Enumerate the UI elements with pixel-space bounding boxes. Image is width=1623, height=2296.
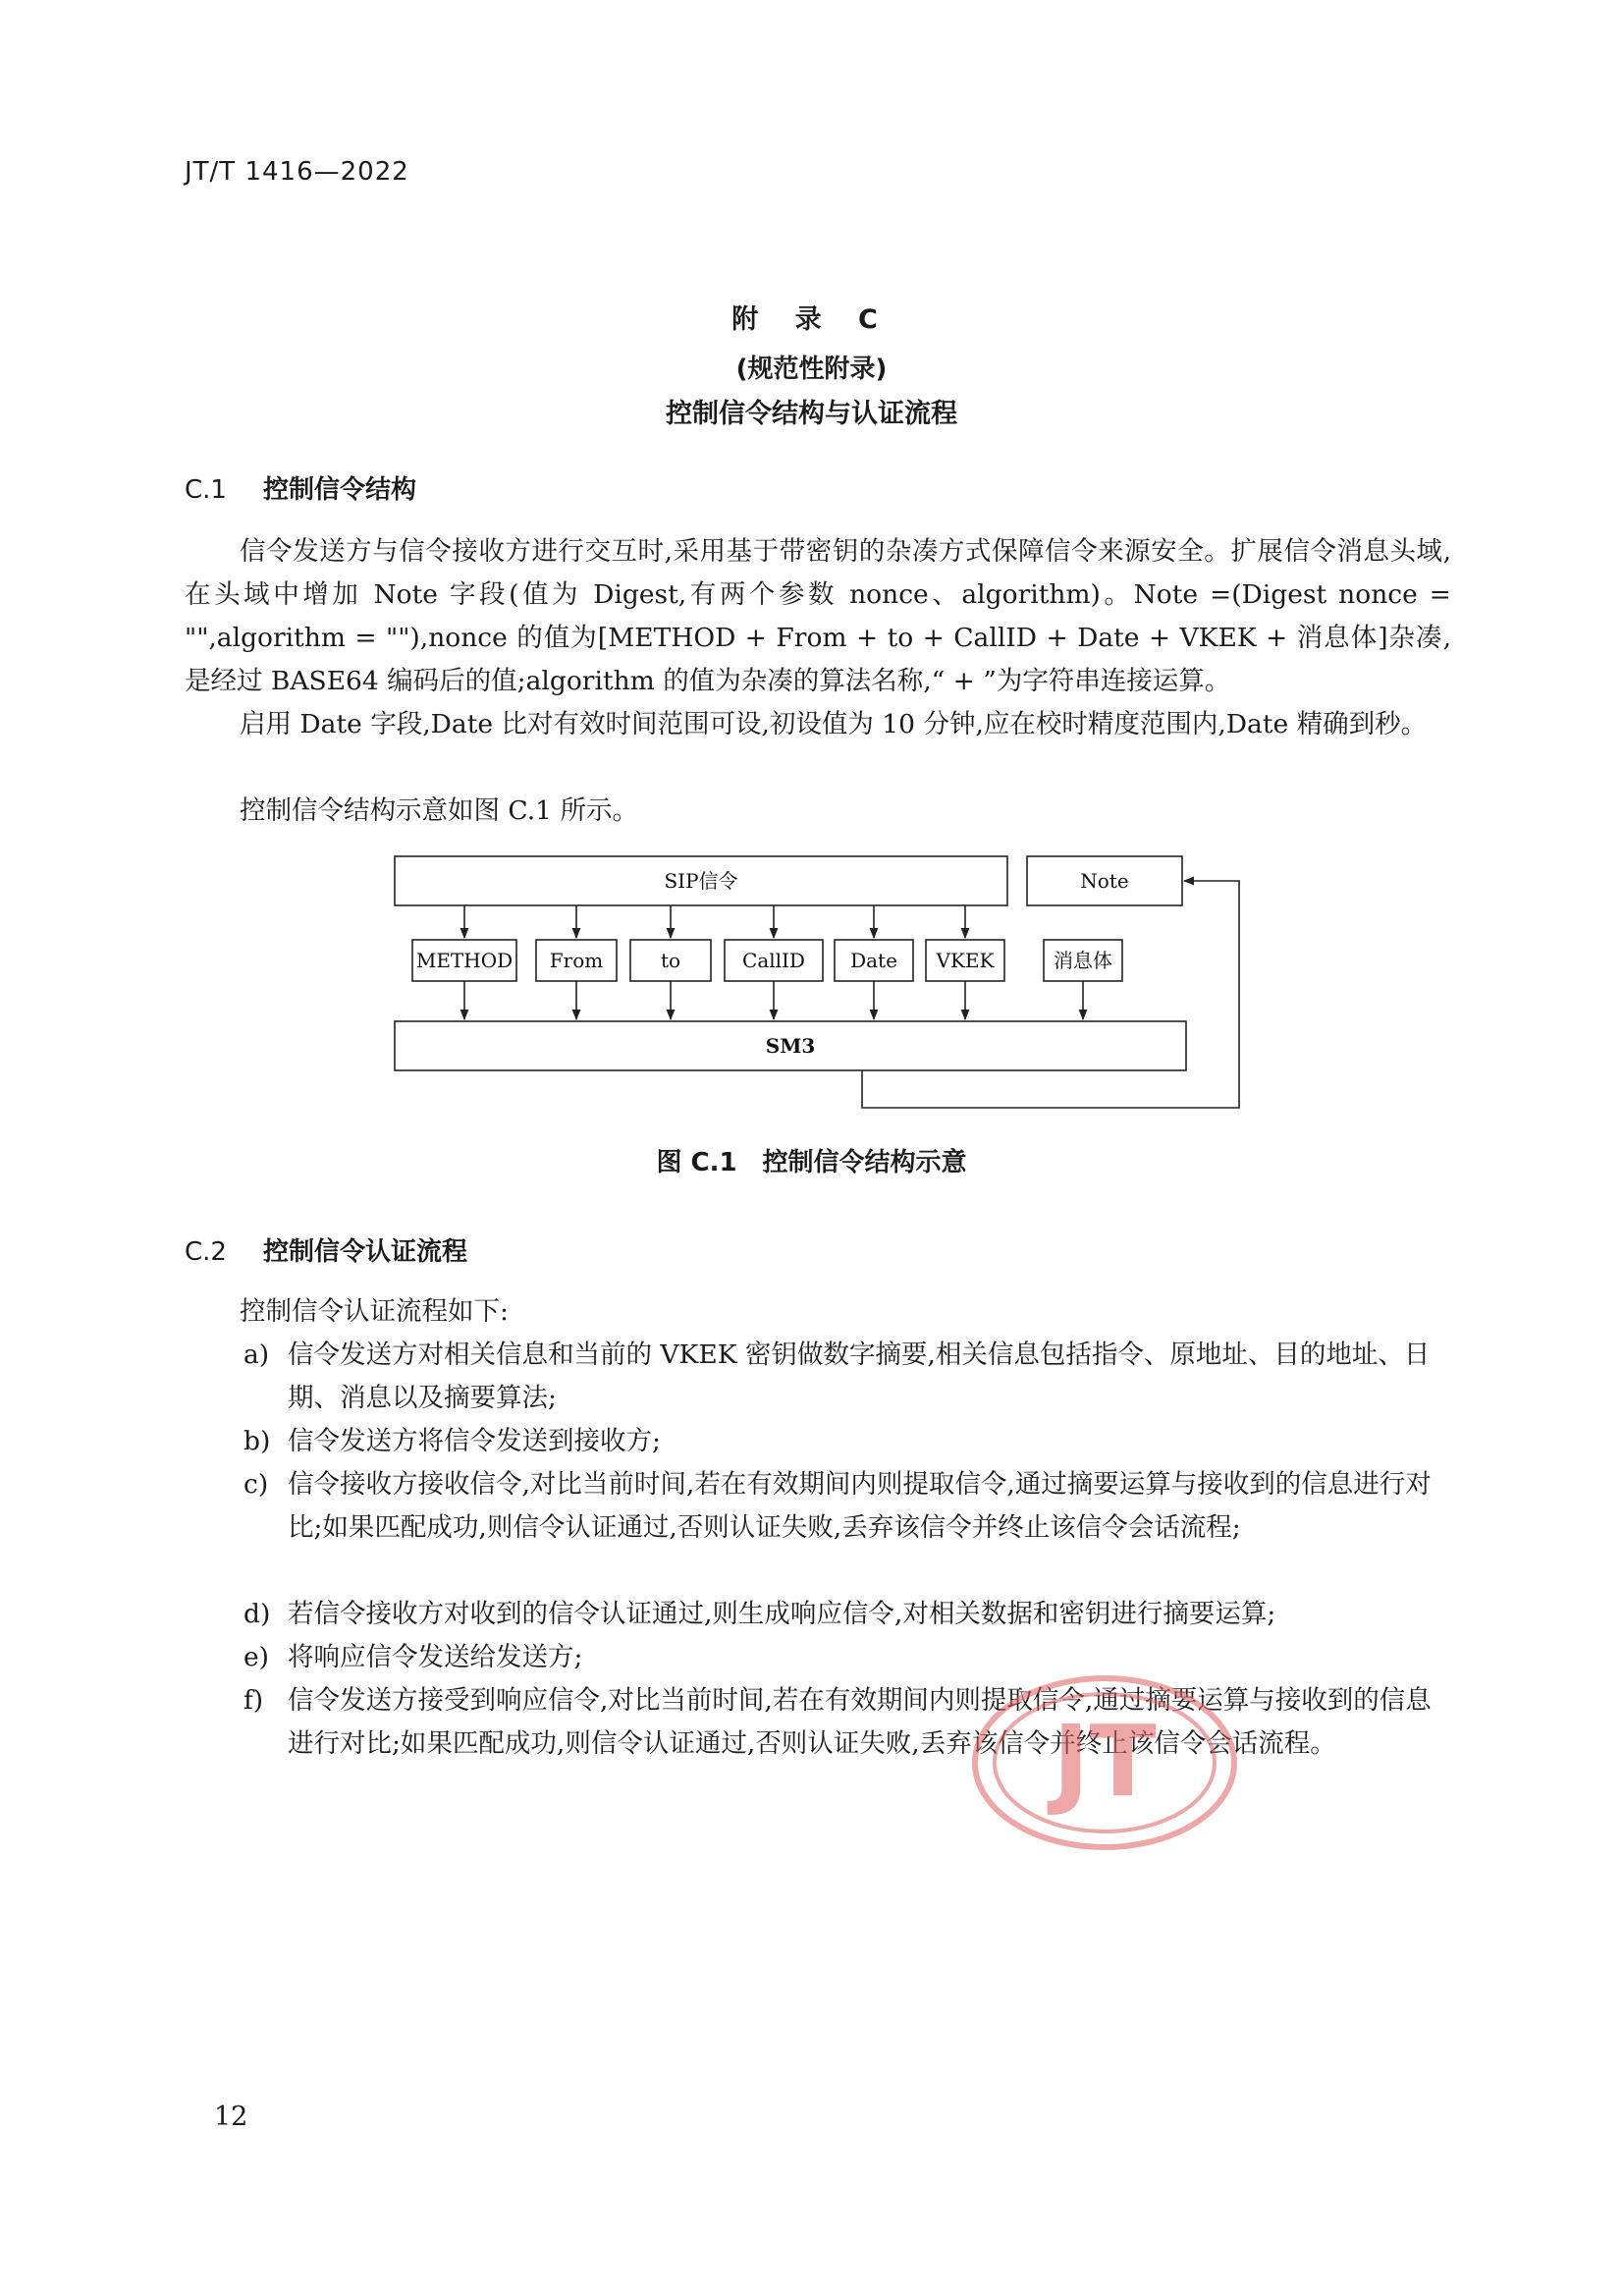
list-item: [243, 1463, 1451, 1550]
list-item-label: c): [243, 1469, 269, 1500]
appendix-title: 控制信令结构与认证流程: [666, 399, 957, 429]
list-item: [243, 1420, 1451, 1463]
list-item-text: 信令接收方接收信令,对比当前时间,若在有效期间内则提取信令,通过摘要运算与接收到的信息进行对比;如果匹配成功,则信令认证通过,否则认证失败,丢弃该信令并终止该信令会话流程;: [288, 1469, 1432, 1543]
list-item-label: e): [243, 1642, 270, 1672]
sm3-to-note-feedback-arrow: [862, 881, 1239, 1108]
field-method-label: METHOD: [415, 949, 514, 972]
page-number: 12: [214, 2102, 248, 2132]
note-label: Note: [1080, 869, 1129, 893]
list-item-label: a): [243, 1339, 270, 1370]
section-number: C.2: [185, 1237, 227, 1267]
list-item-text: 信令发送方接受到响应信令,对比当前时间,若在有效期间内则提取信令,通过摘要运算与接收到的信息进行对比;如果匹配成功,则信令认证通过,否则认证失败,丢弃该信令并终止该信令会话流程。: [288, 1685, 1432, 1759]
figure-caption: [0, 1142, 1623, 1178]
appendix-type: (规范性附录): [735, 355, 888, 384]
paragraph: 控制信令认证流程如下:: [240, 1296, 509, 1327]
section-c2-heading: [185, 1231, 467, 1268]
jt-watermark-stamp: [967, 1669, 1242, 1856]
stamp-text: JT: [1053, 1704, 1157, 1819]
list-item-label: d): [243, 1599, 271, 1629]
sip-signal-label: SIP信令: [664, 869, 738, 893]
paragraph: 控制信令结构示意如图 C.1 所示。: [240, 795, 638, 826]
field-message-body-label: 消息体: [1054, 949, 1112, 972]
section-title: 控制信令结构: [263, 475, 417, 505]
list-item-text: 信令发送方对相关信息和当前的 VKEK 密钥做数字摘要,相关信息包括指令、原地址、目的地址、日期、消息以及摘要算法;: [288, 1339, 1431, 1413]
appendix-label: 附 录 C: [731, 304, 892, 335]
section-c1-heading: [185, 469, 416, 506]
sm3-label: SM3: [765, 1034, 816, 1058]
section-number: C.1: [185, 475, 227, 505]
signal-structure-diagram: [373, 845, 1257, 1120]
figure-title: 控制信令结构示意: [762, 1148, 967, 1177]
paragraph: 启用 Date 字段,Date 比对有效时间范围可设,初设值为 10 分钟,应在校时精度范围内,Date 精确到秒。: [240, 709, 1428, 739]
field-to-label: to: [660, 949, 681, 972]
field-from-label: From: [549, 949, 604, 972]
standard-number: JT/T 1416—2022: [185, 157, 409, 187]
field-vkek-label: VKEK: [936, 949, 995, 972]
list-item-text: 若信令接收方对收到的信令认证通过,则生成响应信令,对相关数据和密钥进行摘要运算;: [288, 1599, 1276, 1629]
paragraph: 信令发送方与信令接收方进行交互时,采用基于带密钥的杂凑方式保障信令来源安全。扩展信令消息头域,在头域中增加 Note 字段(值为 Digest,有两个参数 nonce、algorithm)。Note =(Digest nonce = "",algorithm = ""),nonce 的值为[METHOD + From + to + CallID + Date + VKEK + 消息体]杂凑,是经过 BASE64 编码后的值;algorithm 的值为杂凑的算法名称,“ + ”为字符串连接运算。: [185, 536, 1451, 696]
list-item-label: b): [243, 1426, 271, 1456]
field-date-label: Date: [850, 949, 897, 972]
list-item-text: 将响应信令发送给发送方;: [288, 1642, 583, 1672]
list-item-label: f): [243, 1685, 264, 1716]
list-item: [243, 1593, 1451, 1636]
figure-number: 图 C.1: [656, 1148, 737, 1177]
section-title: 控制信令认证流程: [263, 1237, 468, 1267]
list-item-text: 信令发送方将信令发送到接收方;: [288, 1426, 661, 1456]
list-item: [243, 1636, 1451, 1679]
list-item: [243, 1679, 1451, 1766]
list-item: [243, 1334, 1451, 1420]
field-callid-label: CallID: [742, 949, 805, 972]
